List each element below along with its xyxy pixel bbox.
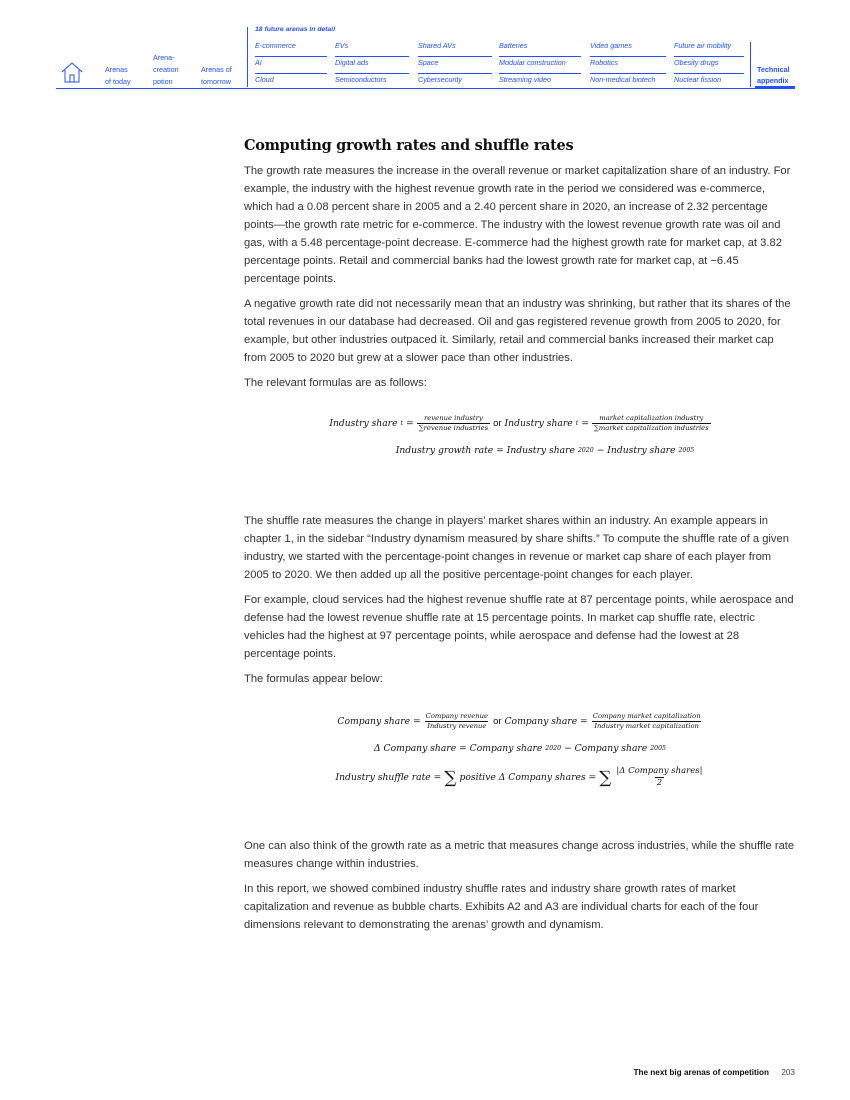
home-icon[interactable]	[60, 60, 84, 84]
sigma-symbol: ∑	[599, 767, 612, 788]
arena-link[interactable]: Space	[418, 57, 492, 74]
nav-link-arenas-of-today[interactable]: Arenas of today	[105, 65, 131, 86]
formula-fraction	[417, 414, 490, 433]
formula-subscript: 2005	[678, 447, 695, 454]
arena-link[interactable]: AI	[255, 57, 327, 74]
arenas-heading: 18 future arenas in detail	[255, 26, 336, 33]
formula-text: Industry growth rate = Industry share	[395, 445, 575, 456]
industry-growth-rate-formula	[294, 445, 796, 456]
fraction-numerator: |Δ Company shares|	[616, 766, 703, 776]
paragraph: The relevant formulas are as follows:	[244, 377, 427, 389]
page-number: 203	[781, 1068, 795, 1077]
nav-baseline	[56, 88, 795, 89]
arena-link[interactable]: Streaming video	[499, 75, 551, 84]
paragraph: In this report, we showed combined industry shuffle rates and industry share growth rates of market capitalization and revenue as bubble charts. Exhibits A2 and A3 are individual charts for each of the four dimensions relevant to demonstrating the arenas’ growth and dynamism.	[244, 883, 759, 931]
arena-link[interactable]: Video games	[590, 40, 666, 57]
fraction-numerator: Company market capitalization	[592, 712, 701, 720]
arenas-divider	[247, 27, 248, 87]
technical-divider	[750, 42, 751, 87]
formula-fraction	[424, 712, 490, 731]
formula-text: Industry share	[329, 418, 398, 429]
fraction-denominator: Industry market capitalization	[594, 722, 699, 730]
formula-text: =	[406, 418, 414, 429]
arena-link[interactable]: Obesity drugs	[674, 57, 744, 74]
formula-subscript: 2005	[650, 745, 666, 752]
fraction-numerator: market capitalization industry	[599, 414, 704, 422]
paragraph: One can also think of the growth rate as a metric that measures change across industries, while the shuffle rate measures change within industries.	[244, 840, 795, 870]
shuffle-rate-formulas	[244, 712, 796, 789]
arena-link[interactable]: Batteries	[499, 40, 581, 57]
fraction-numerator: Company revenue	[425, 712, 489, 720]
formula-or: or	[493, 716, 502, 727]
arena-link[interactable]: EVs	[335, 40, 409, 57]
formula-text: Company share =	[337, 716, 421, 727]
formula-fraction	[614, 766, 704, 789]
fraction-denominator: ∑market capitalization industries	[593, 424, 709, 432]
formula-subscript: t	[575, 420, 579, 427]
arena-link[interactable]: Nuclear fission	[674, 75, 722, 84]
paragraph: A negative growth rate did not necessarily mean that an industry was shrinking, but rather that its shares of the total revenues in our database had decreased. Oil and gas registered revenue growth from 2005 to 2020, for example, but other industries outpaced it. Similarly, retail and commercial banks increased their market cap from 2005 to 2020 but grew at a slower pace than other industries.	[244, 298, 791, 364]
arena-link[interactable]: Future air mobility	[674, 40, 744, 57]
paragraph: The growth rate measures the increase in the overall revenue or market capitalization share of an industry. For example, the industry with the highest revenue growth rate in the period we considered was e-commerce, which had a 0.08 percent share in 2005 and a 2.40 percent share in 2020, an increase of 2.32 percentage points—the growth rate metric for e-commerce. The industry with the lowest revenue growth rate was oil and gas, with a 5.48 percentage-point decrease. E-commerce had the highest growth rate for market cap, at 3.82 percentage points. Retail and commercial banks had the lowest growth rate for market cap, at −6.45 percentage points.	[244, 165, 791, 285]
page-footer	[633, 1068, 795, 1077]
arena-link[interactable]: Robotics	[590, 57, 666, 74]
arena-link[interactable]: Modular construction	[499, 57, 581, 74]
paragraph: The formulas appear below:	[244, 673, 383, 685]
arena-link[interactable]: Non-medical biotech	[590, 75, 656, 84]
fraction-numerator: revenue industry	[424, 414, 483, 422]
nav-link-arena-creation-potion[interactable]: Arena- creation potion	[153, 53, 179, 86]
formula-subscript: 2020	[577, 447, 594, 454]
main-content	[244, 137, 796, 941]
footer-title: The next big arenas of competition	[633, 1068, 770, 1077]
sigma-symbol: ∑	[444, 767, 457, 788]
nav-active-indicator	[755, 86, 795, 89]
formula-text: − Company share	[564, 743, 648, 754]
industry-shuffle-rate-formula	[244, 766, 796, 789]
formula-subscript: 2020	[545, 745, 562, 752]
arena-link[interactable]: Digital ads	[335, 57, 409, 74]
company-share-formula	[244, 712, 796, 731]
formula-text: =	[581, 418, 589, 429]
arena-link[interactable]: Semiconductors	[335, 75, 387, 84]
formula-or: or	[493, 418, 502, 429]
formula-text: Industry shuffle rate =	[335, 772, 442, 783]
fraction-denominator: 2	[656, 778, 663, 788]
paragraph: For example, cloud services had the highest revenue shuffle rate at 87 percentage points, while aerospace and defense had the lowest revenue shuffle rate at 15 percentage points. In market cap shuffle rate, electric vehicles had the highest at 97 percentage points, while aerospace and defense had the lowest at 28 percentage points.	[244, 594, 794, 660]
formula-subscript: t	[400, 420, 404, 427]
industry-share-formula	[244, 414, 796, 433]
fraction-denominator: ∑revenue industries	[418, 424, 489, 432]
arena-link[interactable]: E-commerce	[255, 40, 327, 57]
formula-fraction	[592, 414, 711, 433]
formula-text: Company share =	[504, 716, 588, 727]
formula-text: positive Δ Company shares =	[459, 772, 597, 783]
arena-link[interactable]: Cybersecurity	[418, 75, 462, 84]
nav-link-technical-appendix[interactable]: Technical appendix	[757, 65, 790, 85]
formula-text: Industry share	[504, 418, 573, 429]
top-navigation	[0, 0, 850, 95]
arena-link[interactable]: Cloud	[255, 75, 274, 84]
arena-link[interactable]: Shared AVs	[418, 40, 492, 57]
formula-text: Δ Company share = Company share	[373, 743, 543, 754]
formula-fraction	[591, 712, 703, 731]
formula-text: − Industry share	[596, 445, 676, 456]
nav-link-arenas-of-tomorrow[interactable]: Arenas of tomorrow	[201, 65, 232, 86]
fraction-denominator: Industry revenue	[427, 722, 487, 730]
section-title: Computing growth rates and shuffle rates	[244, 137, 574, 154]
growth-rate-formulas	[244, 414, 796, 456]
delta-company-share-formula	[244, 743, 796, 754]
paragraph: The shuffle rate measures the change in players’ market shares within an industry. An example appears in chapter 1, in the sidebar “Industry dynamism measured by share shifts.” To compute the shuffle rate of a given industry, we started with the percentage-point changes in revenue or market cap share of each player from 2005 to 2020. We then added up all the positive percentage-point changes for each player.	[244, 515, 789, 581]
